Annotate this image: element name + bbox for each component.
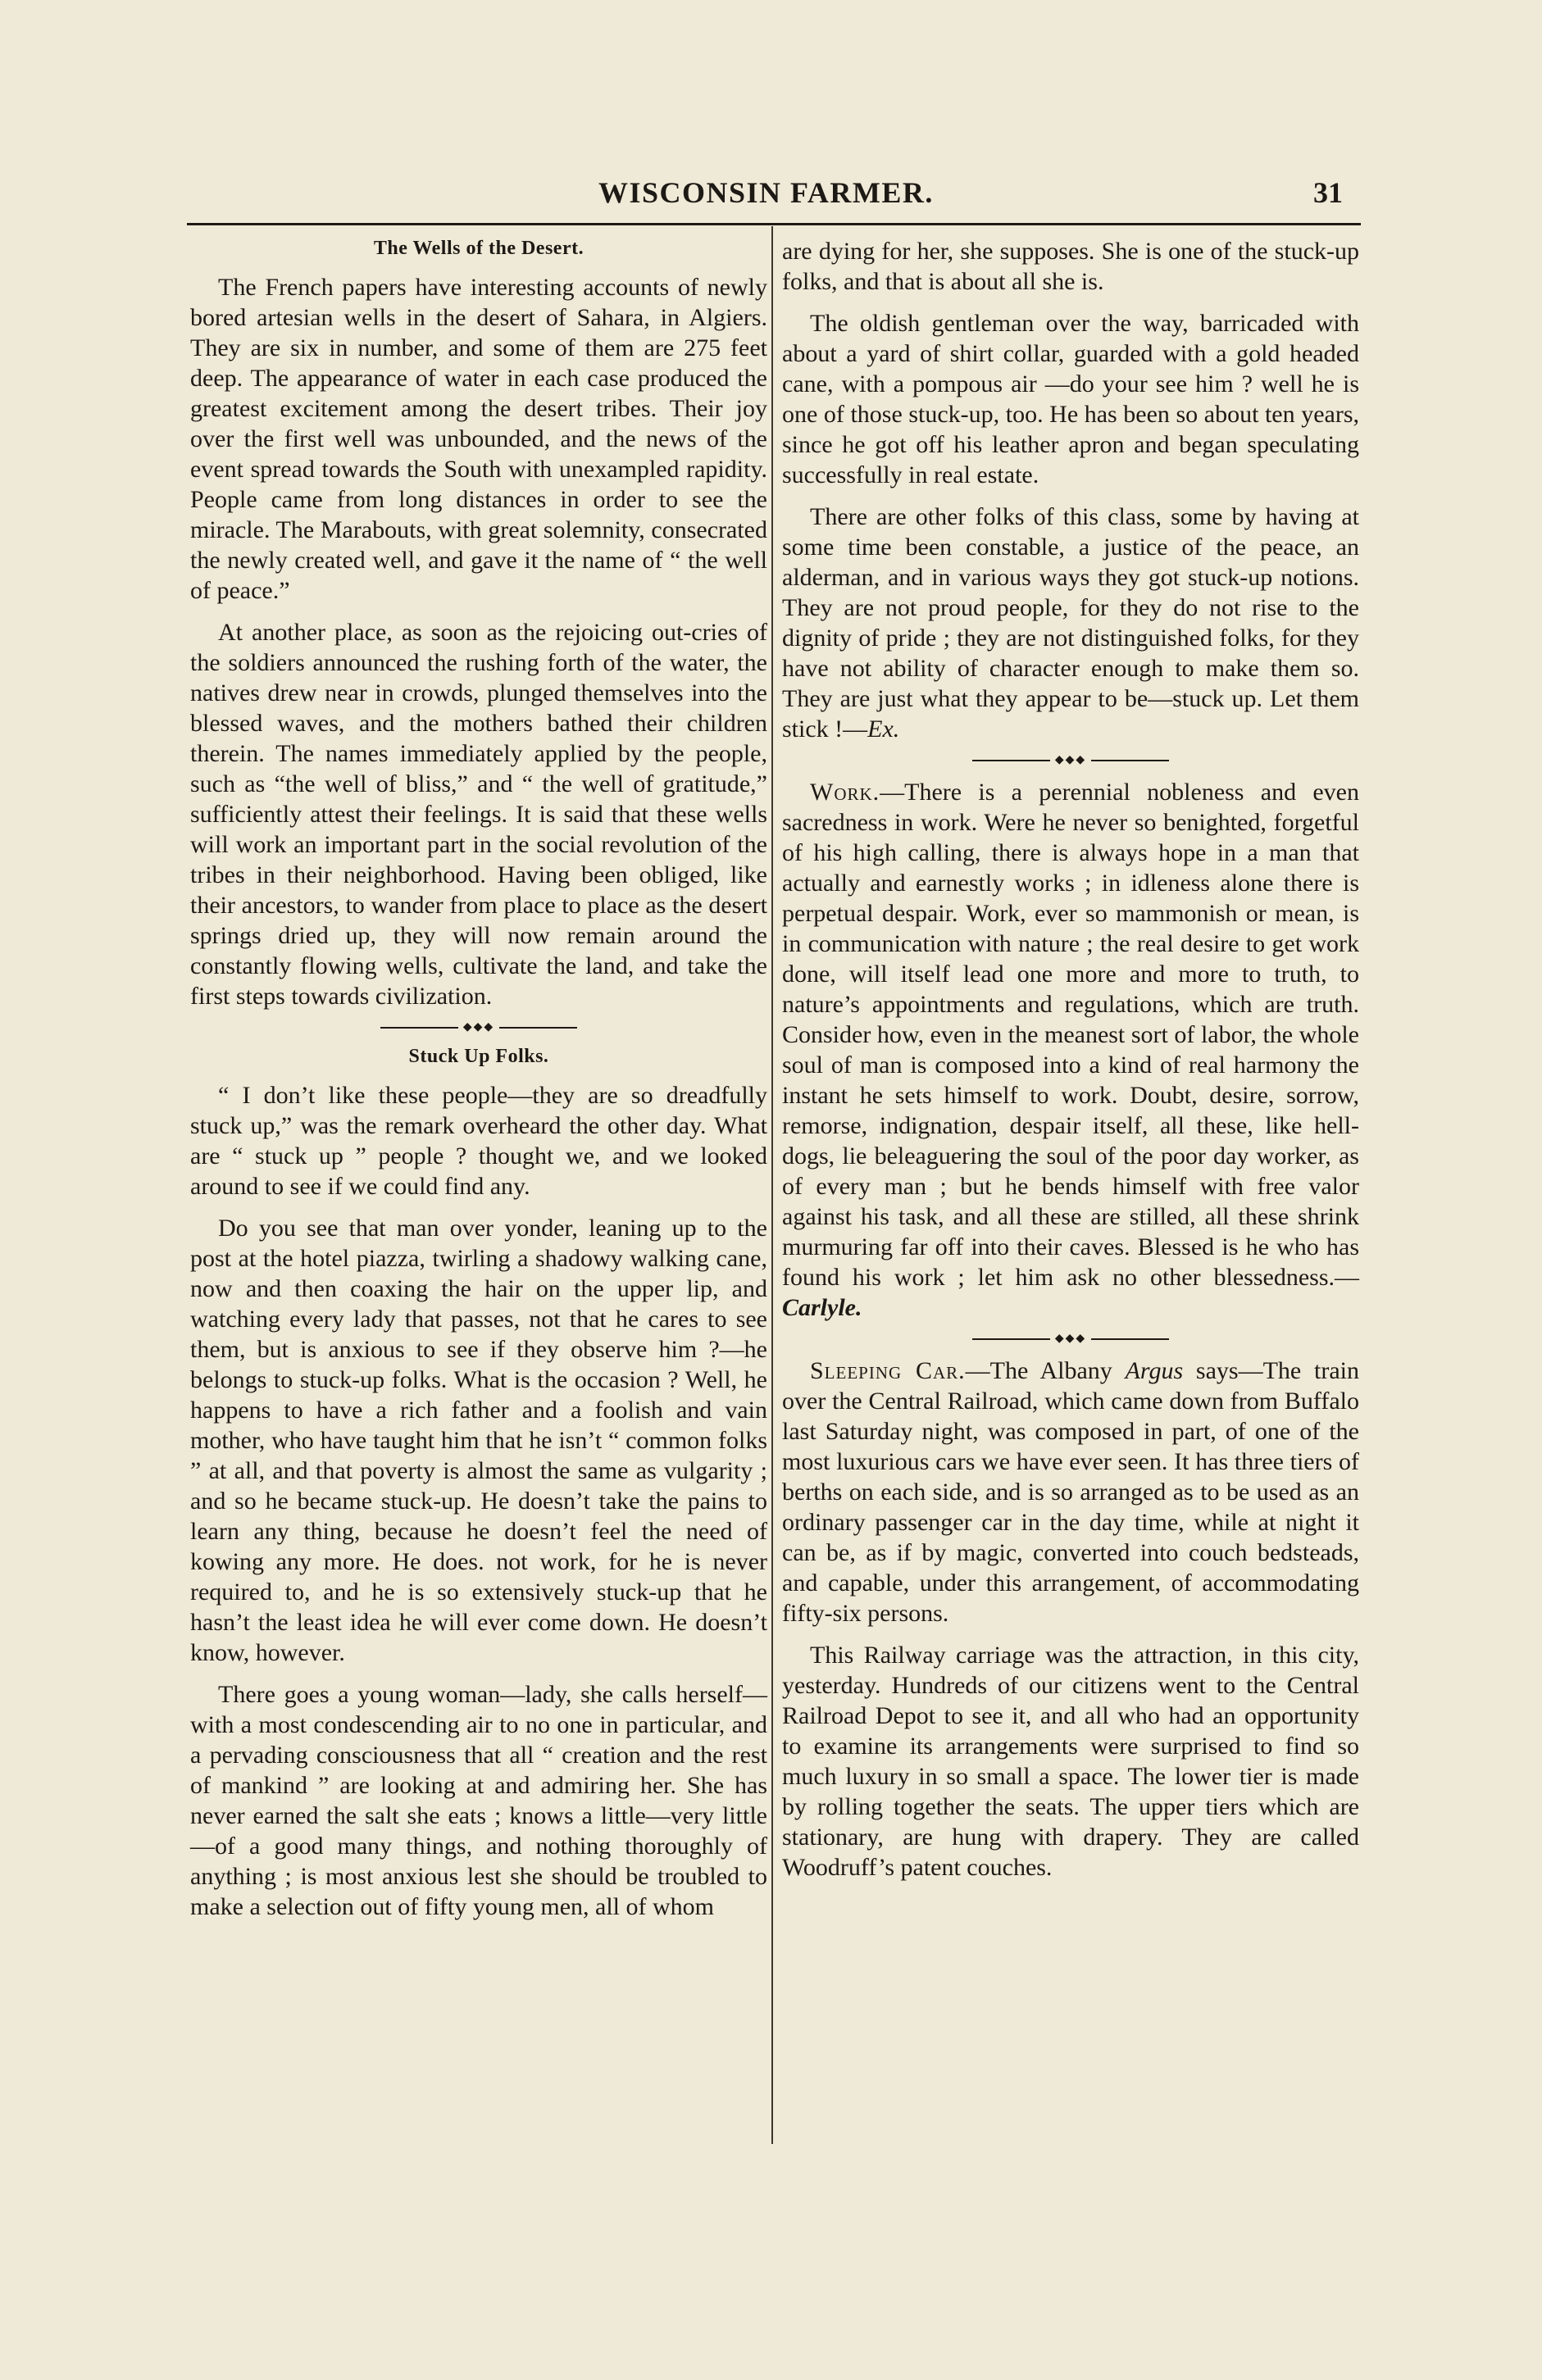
wells-paragraph-2: At another place, as soon as the rejoicing out-cries of the soldiers announced the rushing forth of the water, the natives drew near in crowds, plunged themselves into the blessed waves, and the mothers bathed their children therein. The names immediately applied by the people, such as “the well of bliss,” and “ the well of gratitude,” sufficiently attest their feelings. It is said that these wells will work an important part in the social revolution of the tribes in their neighborhood. Having been obliged, like their ancestors, to wander from place to place as the desert springs dried up, they will now remain around the constantly flowing wells, cultivate the land, and take the first steps towards civilization.	[190, 619, 767, 1010]
argus-name: Argus	[1125, 1357, 1184, 1384]
stuck-paragraph-2: Do you see that man over yonder, leaning up to the post at the hotel piazza, twirling a shadowy walking cane, now and then coaxing the hair on the upper lip, and watching every lady that passes, not that he cares to see them, but is anxious to see if they observe him ?—he belongs to stuck-up folks. What is the occasion ? Well, he happens to have a rich father and a foolish and vain mother, who have taught him that he isn’t “ common folks ” at all, and that poverty is almost the same as vulgarity ; and so he became stuck-up. He doesn’t take the pains to learn any thing, because he doesn’t feel the need of kowing any more. He does. not work, for he is never required to, and he is so extensively stuck-up that he hasn’t the least idea he will ever come down. He doesn’t know, however.	[190, 1215, 767, 1666]
section-separator: ◆◆◆	[972, 756, 1169, 765]
wells-paragraph-1: The French papers have interesting accounts of newly bored artesian wells in the desert of Sahara, in Algiers. They are six in number, and some of them are 275 feet deep. The appearance of water in each case produced the greatest excitement among the desert tribes. Their joy over the first well was unbounded, and the news of the event spread towards the South with unexampled rapidity. People came from long distances in order to see the miracle. The Marabouts, with great solemnity, consecrated the newly created well, and gave it the name of “ the well of peace.”	[190, 274, 767, 604]
article-headline-stuck-up: Stuck Up Folks.	[408, 1046, 549, 1067]
work-lead: Work.	[810, 779, 880, 806]
stuck-continued-paragraph-3	[782, 502, 1359, 744]
work-text: —There is a perennial nobleness and even sacredness in work. Were he never so benighted, forgetful of his high calling, there is always hope in a man that actually and earnestly works ; in idleness alone there is perpetual despair. Work, ever so mammonish or mean, is in communication with nature ; the real desire to get work done, will itself lead one more and more to truth, to nature’s appointments and regulations, which are truth. Consider how, even in the meanest sort of labor, the whole soul of man is composed into a kind of real harmony the instant he sets himself to work. Doubt, desire, sorrow, remorse, indignation, despair itself, all these, like hell-dogs, lie beleaguering the soul of the poor day worker, as of every man ; but he bends himself with free valor against his task, and all these are stilled, all these shrink murmuring far off into their caves. Blessed is he who has found his work ; let him ask no other blessedness.—	[782, 779, 1359, 1291]
section-separator: ◆◆◆	[380, 1023, 577, 1033]
stuck-paragraph-3: There goes a young woman—lady, she calls herself—with a most condescending air to no one in particular, and a pervading consciousness that all “ creation and the rest of mankind ” are looking at and admiring her. She has never earned the salt she eats ; knows a little—very little—of a good many things, and nothing thoroughly of anything ; is most anxious lest she should be troubled to make a selection out of fifty young men, all of whom	[190, 1681, 767, 1920]
sleeping-car-lead: Sleeping Car.	[810, 1357, 966, 1384]
stuck-signature: Ex.	[867, 715, 900, 743]
article-headline-wells: The Wells of the Desert.	[373, 238, 585, 259]
sleeping-car-text-a: —The Albany	[965, 1357, 1126, 1384]
sleeping-car-paragraph-1	[782, 1356, 1359, 1628]
section-separator: ◆◆◆	[972, 1334, 1169, 1344]
header-rule	[187, 223, 1361, 225]
page-number: 31	[1313, 176, 1343, 209]
work-signature: Carlyle.	[782, 1294, 862, 1321]
right-column	[782, 236, 1359, 1894]
column-divider	[771, 226, 773, 2144]
stuck-paragraph-1: “ I don’t like these people—they are so dreadfully stuck up,” was the remark overheard the other day. What are “ stuck up ” people ? thought we, and we looked around to see if we could find any.	[190, 1082, 767, 1200]
page-header-title: WISCONSIN FARMER.	[598, 176, 934, 209]
sleeping-car-text-b: says—The train over the Central Railroad, which came down from Buffalo last Saturday night, was composed in part, of one of the most luxurious cars we have ever seen. It has three tiers of berths on each side, and is so arranged as to be used as an ordinary passenger car in the day time, while at night it can be, as if by magic, converted into couch bedsteads, and capable, under this arrangement, of accommodating fifty-six persons.	[782, 1357, 1359, 1627]
stuck-continued-paragraph-1: are dying for her, she supposes. She is one of the stuck-up folks, and that is about all she is.	[782, 238, 1359, 295]
sleeping-car-paragraph-2: This Railway carriage was the attraction, in this city, yesterday. Hundreds of our citizens went to the Central Railroad Depot to see it, and all who had an opportunity to examine its arrangements were surprised to find so much luxury in so small a space. The lower tier is made by rolling together the seats. The upper tiers which are stationary, are hung with drapery. They are called Woodruff’s patent couches.	[782, 1642, 1359, 1881]
stuck-continued-text: There are other folks of this class, some by having at some time been constable, a justice of the peace, an alderman, and in various ways they got stuck-up notions. They are not proud people, for they do not rise to the dignity of pride ; they are not distinguished folks, for they have not ability of character enough to make them so. They are just what they appear to be—stuck up. Let them stick !—	[782, 503, 1359, 743]
work-paragraph	[782, 777, 1359, 1323]
stuck-continued-paragraph-2: The oldish gentleman over the way, barricaded with about a yard of shirt collar, guarded with a gold headed cane, with a pompous air —do your see him ? well he is one of those stuck-up, too. He has been so about ten years, since he got off his leather apron and began speculating successfully in real estate.	[782, 310, 1359, 488]
left-column	[190, 236, 767, 1933]
